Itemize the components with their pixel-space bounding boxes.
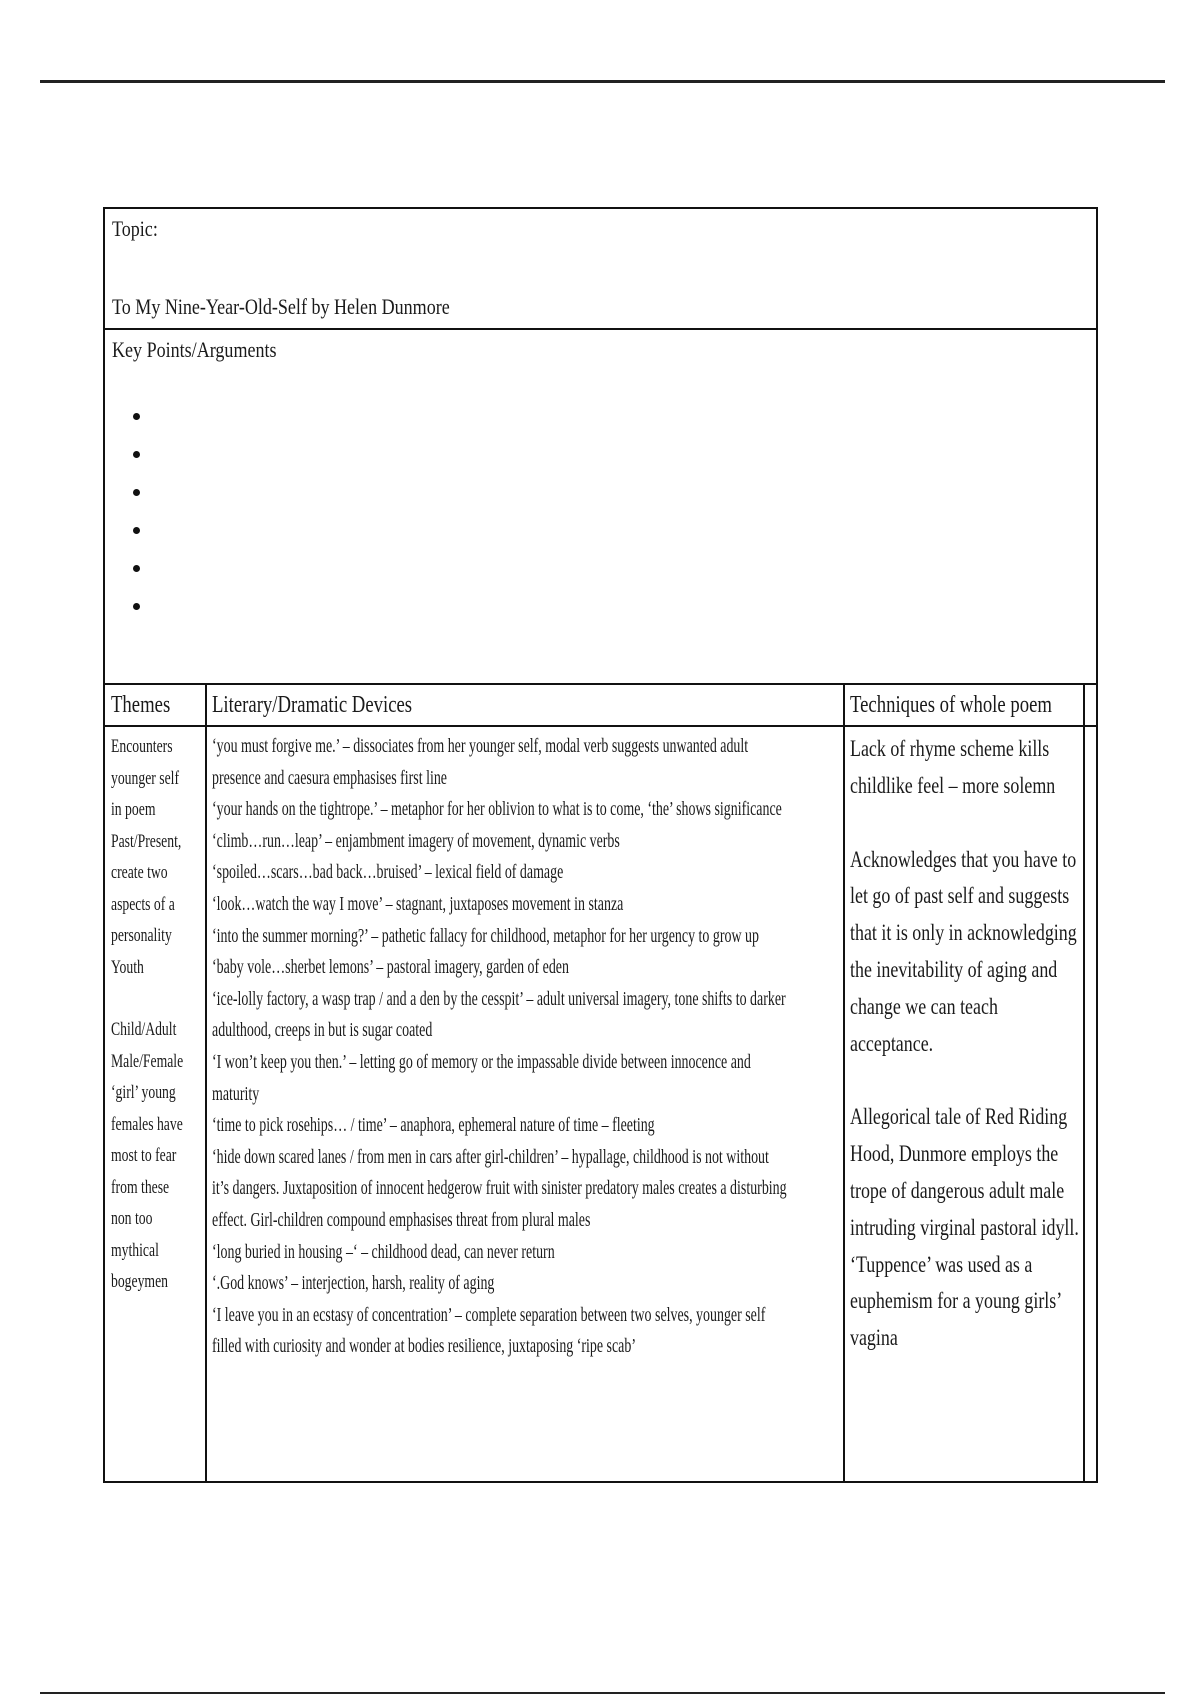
bullet-icon xyxy=(133,451,140,458)
key-points-section xyxy=(103,328,1098,685)
footer-rule xyxy=(40,1692,1165,1694)
technique-spacer xyxy=(850,805,1079,842)
device-line: ‘I leave you in an ecstasy of concentration’ – complete separation between two selves, younger self xyxy=(212,1304,766,1326)
bullet-icon xyxy=(133,603,140,610)
device-line: ‘long buried in housing –‘ – childhood dead, can never return xyxy=(212,1241,555,1263)
technique-line: let go of past self and suggests xyxy=(850,883,1070,909)
analysis-table xyxy=(103,683,1098,1483)
techniques-header: Techniques of whole poem xyxy=(850,692,1052,718)
bullet-icon xyxy=(133,565,140,572)
technique-line: change we can teach xyxy=(850,993,998,1019)
device-line: ‘into the summer morning?’ – pathetic fallacy for childhood, metaphor for her urgency to grow up xyxy=(212,925,759,947)
technique-line: childlike feel – more solemn xyxy=(850,772,1056,798)
technique-spacer xyxy=(850,1062,1079,1099)
technique-line: vagina xyxy=(850,1325,898,1351)
themes-line: Youth xyxy=(111,956,144,978)
themes-line: Male/Female xyxy=(111,1050,184,1072)
device-line: ‘your hands on the tightrope.’ – metaphor for her oblivion to what is to come, ‘the’ shows significance xyxy=(212,799,782,821)
technique-line: trope of dangerous adult male xyxy=(850,1177,1065,1203)
technique-line: the inevitability of aging and xyxy=(850,956,1058,982)
themes-line: bogeymen xyxy=(111,1271,168,1292)
device-line: ‘ice-lolly factory, a wasp trap / and a den by the cesspit’ – adult universal imagery, tone shifts to darker xyxy=(212,988,786,1010)
techniques-cell xyxy=(850,731,1143,1357)
themes-header: Themes xyxy=(111,692,171,718)
device-line: ‘look…watch the way I move’ – stagnant, juxtaposes movement in stanza xyxy=(212,893,624,915)
technique-line: that it is only in acknowledging xyxy=(850,920,1077,946)
themes-line: females have xyxy=(111,1113,183,1135)
topic-title: To My Nine-Year-Old-Self by Helen Dunmore xyxy=(112,294,450,319)
technique-line: Acknowledges that you have to xyxy=(850,846,1077,872)
key-points-label: Key Points/Arguments xyxy=(112,337,277,362)
themes-line: personality xyxy=(111,925,172,946)
themes-line: aspects of a xyxy=(111,893,175,915)
themes-spacer xyxy=(111,983,176,1014)
themes-line: in poem xyxy=(111,799,156,820)
themes-line: mythical xyxy=(111,1239,159,1261)
technique-line: ‘Tuppence’ was used as a xyxy=(850,1251,1033,1277)
technique-line: intruding virginal pastoral idyll. xyxy=(850,1214,1079,1240)
themes-line: Encounters xyxy=(111,736,173,757)
topic-label: Topic: xyxy=(112,216,158,241)
device-line: filled with curiosity and wonder at bodies resilience, juxtaposing ‘ripe scab’ xyxy=(212,1336,636,1358)
device-line: ‘climb…run…leap’ – enjambment imagery of movement, dynamic verbs xyxy=(212,830,620,852)
column-divider xyxy=(205,685,207,1481)
device-line: presence and caesura emphasises first line xyxy=(212,767,447,789)
device-line: maturity xyxy=(212,1083,260,1105)
themes-line: younger self xyxy=(111,767,180,789)
device-line: ‘I won’t keep you then.’ – letting go of memory or the impassable divide between innocence and xyxy=(212,1051,751,1073)
technique-line: acceptance. xyxy=(850,1030,934,1056)
technique-line: euphemism for a young girls’ xyxy=(850,1288,1063,1314)
themes-line: non too xyxy=(111,1208,153,1229)
bullet-icon xyxy=(133,527,140,534)
themes-line: from these xyxy=(111,1176,170,1198)
technique-line: Allegorical tale of Red Riding xyxy=(850,1104,1068,1130)
header-divider xyxy=(105,725,1096,727)
header-rule xyxy=(40,80,1165,83)
themes-line: create two xyxy=(111,862,168,883)
device-line: ‘time to pick rosehips… / time’ – anaphora, ephemeral nature of time – fleeting xyxy=(212,1115,655,1137)
bullet-icon xyxy=(133,413,140,420)
themes-line: most to fear xyxy=(111,1145,177,1166)
bullet-icon xyxy=(133,489,140,496)
device-line: ‘hide down scared lanes / from men in cars after girl-children’ – hypallage, childhood is not without xyxy=(212,1146,769,1168)
device-line: effect. Girl-children compound emphasises threat from plural males xyxy=(212,1209,591,1231)
device-line: adulthood, creeps in but is sugar coated xyxy=(212,1020,433,1042)
device-line: ‘.God knows’ – interjection, harsh, reality of aging xyxy=(212,1273,495,1295)
themes-cell xyxy=(111,731,201,1298)
device-line: it’s dangers. Juxtaposition of innocent hedgerow fruit with sinister predatory males creates a disturbing xyxy=(212,1178,787,1200)
device-line: ‘spoiled…scars…bad back…bruised’ – lexical field of damage xyxy=(212,862,564,884)
technique-line: Hood, Dunmore employs the xyxy=(850,1141,1059,1167)
themes-line: Child/Adult xyxy=(111,1019,177,1040)
topic-section xyxy=(103,207,1098,330)
themes-line: ‘girl’ young xyxy=(111,1082,176,1103)
devices-header: Literary/Dramatic Devices xyxy=(212,692,413,718)
device-line: ‘you must forgive me.’ – dissociates from her younger self, modal verb suggests unwanted adult xyxy=(212,736,749,757)
device-line: ‘baby vole…sherbet lemons’ – pastoral imagery, garden of eden xyxy=(212,957,569,979)
themes-line: Past/Present, xyxy=(111,830,182,852)
technique-line: Lack of rhyme scheme kills xyxy=(850,736,1050,761)
